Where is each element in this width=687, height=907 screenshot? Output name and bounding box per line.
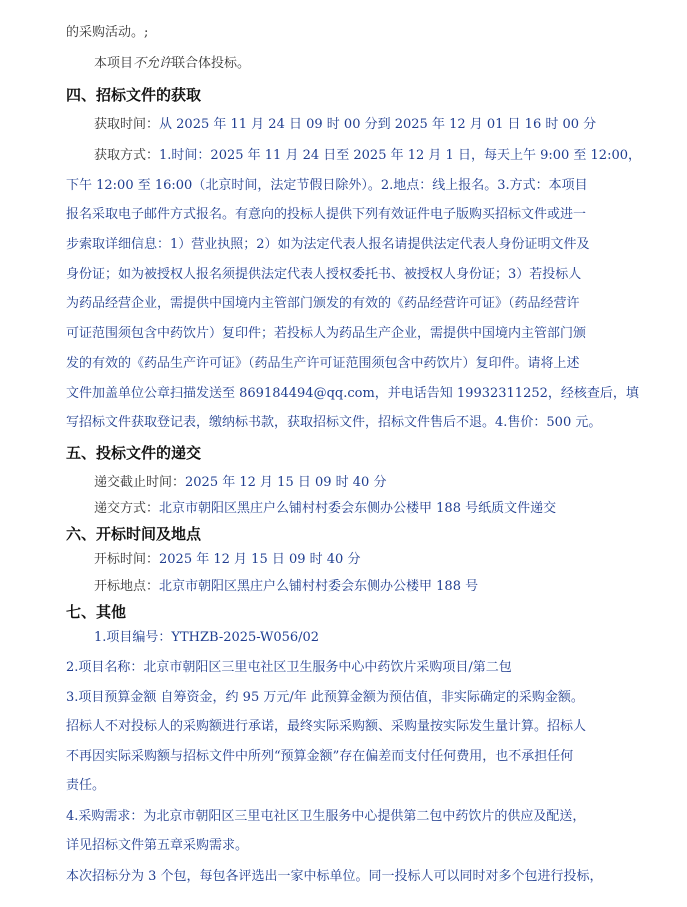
opening-place-value: 北京市朝阳区黑庄户么铺村村委会东侧办公楼甲 188 号 bbox=[159, 579, 479, 594]
opening-time-label: 开标时间： bbox=[94, 552, 160, 567]
section5-heading: 五、投标文件的递交 bbox=[66, 444, 202, 462]
lots-line: 本次招标分为 3 个包，每包各评选出一家中标单位。同一投标人可以同时对多个包进行投标， bbox=[66, 869, 603, 884]
acquire-method-label: 获取方式： bbox=[94, 148, 160, 163]
requirement-line: 详见招标文件第五章采购需求。 bbox=[66, 838, 249, 853]
project-number: 1.项目编号：YTHZB-2025-W056/02 bbox=[94, 630, 320, 645]
submit-deadline-value: 2025 年 12 月 15 日 09 时 40 分 bbox=[185, 475, 387, 490]
acquire-method-line: 身份证；如为被授权人报名须提供法定代表人授权委托书、被授权人身份证；3）若投标人 bbox=[66, 267, 582, 282]
acquire-method-text: 1.时间：2025 年 11 月 24 日至 2025 年 12 月 1 日，每天上午 9:00 至 12:00， bbox=[159, 148, 641, 163]
opening-place-label: 开标地点： bbox=[94, 579, 160, 594]
consortium-suffix: 联合体投标。 bbox=[172, 56, 251, 71]
opening-place-line bbox=[94, 578, 478, 596]
section6-heading: 六、开标时间及地点 bbox=[66, 525, 202, 543]
submit-method-line bbox=[94, 500, 556, 518]
project-name: 2.项目名称：北京市朝阳区三里屯社区卫生服务中心中药饮片采购项目/第二包 bbox=[66, 660, 512, 675]
acquire-method-line: 步索取详细信息：1）营业执照；2）如为法定代表人报名请提供法定代表人身份证明文件及 bbox=[66, 237, 590, 252]
consortium-line bbox=[94, 55, 250, 73]
acquire-method-line: 文件加盖单位公章扫描发送至 869184494@qq.com，并电话告知 19932311252，经核查后，填 bbox=[66, 386, 639, 401]
acquire-method-line: 为药品经营企业，需提供中国境内主管部门颁发的有效的《药品经营许可证》（药品经营许 bbox=[66, 296, 580, 311]
submit-deadline-label: 递交截止时间： bbox=[94, 475, 186, 490]
intro-line: 的采购活动。; bbox=[66, 25, 149, 40]
opening-time-value: 2025 年 12 月 15 日 09 时 40 分 bbox=[159, 552, 361, 567]
budget-line: 责任。 bbox=[66, 778, 106, 793]
acquire-time-value: 从 2025 年 11 月 24 日 09 时 00 分到 2025 年 12 月 01 日 16 时 00 分 bbox=[159, 117, 597, 132]
acquire-method-line: 写招标文件获取登记表，缴纳标书款，获取招标文件，招标文件售后不退。4.售价：500 元。 bbox=[66, 415, 602, 430]
acquire-time-line bbox=[94, 116, 596, 134]
budget-line: 不再因实际采购额与招标文件中所列“预算金额”存在偏差而支付任何费用，也不承担任何 bbox=[66, 749, 574, 764]
acquire-method-line: 下午 12:00 至 16:00（北京时间，法定节假日除外）。2.地点：线上报名。3.方式：本项目 bbox=[66, 178, 588, 193]
budget-line: 3.项目预算金额 自筹资金，约 95 万元/年 此预算金额为预估值，非实际确定的采购金额。 bbox=[66, 690, 584, 705]
submit-method-label: 递交方式： bbox=[94, 501, 160, 516]
acquire-method-line: 报名采取电子邮件方式报名。有意向的投标人提供下列有效证件电子版购买招标文件或进一 bbox=[66, 207, 587, 222]
section7-heading: 七、其他 bbox=[66, 603, 127, 621]
section4-heading: 四、招标文件的获取 bbox=[66, 86, 202, 104]
consortium-emphasis: 不允许 bbox=[133, 56, 173, 71]
acquire-time-label: 获取时间： bbox=[94, 117, 160, 132]
consortium-prefix: 本项目 bbox=[94, 56, 134, 71]
submit-deadline-line bbox=[94, 474, 386, 492]
acquire-method-line-0 bbox=[94, 147, 641, 165]
submit-method-value: 北京市朝阳区黑庄户么铺村村委会东侧办公楼甲 188 号纸质文件递交 bbox=[159, 501, 557, 516]
requirement-line: 4.采购需求：为北京市朝阳区三里屯社区卫生服务中心提供第二包中药饮片的供应及配送， bbox=[66, 809, 586, 824]
acquire-method-line: 可证范围须包含中药饮片）复印件；若投标人为药品生产企业，需提供中国境内主管部门颁 bbox=[66, 326, 587, 341]
opening-time-line bbox=[94, 551, 360, 569]
acquire-method-line: 发的有效的《药品生产许可证》（药品生产许可证范围须包含中药饮片）复印件。请将上述 bbox=[66, 356, 580, 371]
budget-line: 招标人不对投标人的采购额进行承诺，最终实际采购额、采购量按实际发生量计算。招标人 bbox=[66, 719, 587, 734]
